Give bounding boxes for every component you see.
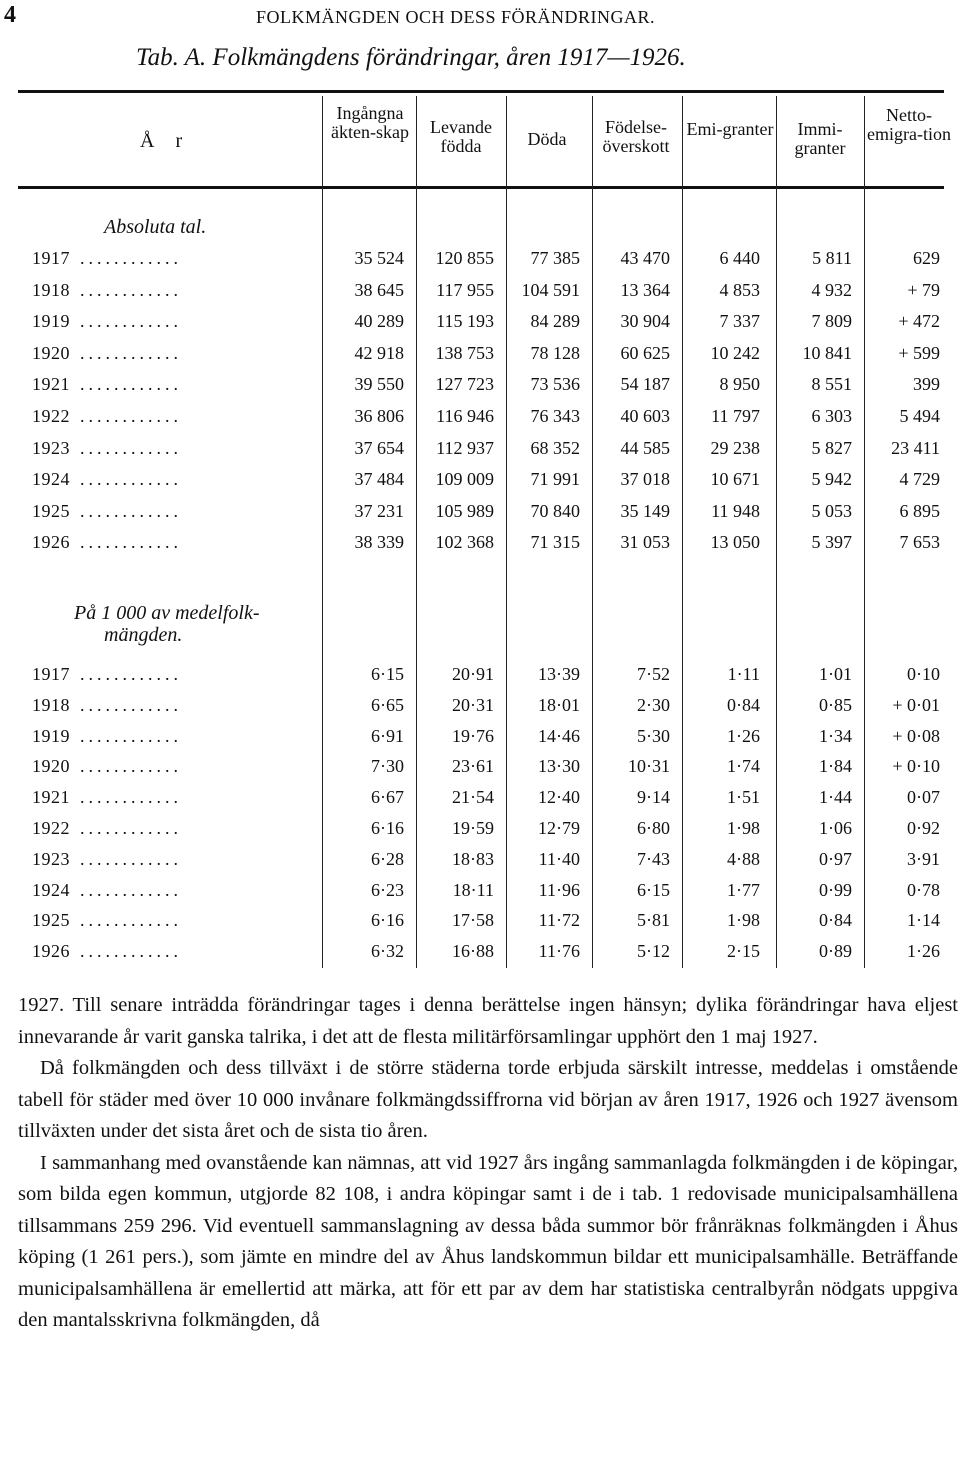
dot-leader: ............ <box>80 532 182 553</box>
value-cell: 78 128 <box>530 342 580 363</box>
value-cell: 115 193 <box>436 311 494 332</box>
dot-leader: ............ <box>80 664 182 684</box>
year-cell: 1926 <box>32 941 70 962</box>
value-cell: 104 591 <box>521 279 580 300</box>
value-cell: 18·83 <box>452 848 494 869</box>
value-cell: + 79 <box>907 279 940 300</box>
value-cell: 5 827 <box>811 437 852 458</box>
value-cell: 40 289 <box>354 311 404 332</box>
value-cell: 38 339 <box>354 532 404 553</box>
body-paragraph: 1927. Till senare inträdda förändringar tages i denna berättelse ingen hänsyn; dylika förändringar hava eljest innevarande år varit ganska talrika, i det att de flesta militärförsamlingar upphört den 1 maj 1927. <box>18 994 958 1048</box>
value-cell: 116 946 <box>436 406 494 426</box>
value-cell: 7 809 <box>811 311 852 332</box>
value-cell: 1·77 <box>727 879 760 900</box>
value-cell: 7·30 <box>371 756 404 777</box>
value-cell: 6 895 <box>899 500 940 521</box>
value-cell: 38 645 <box>354 279 404 300</box>
column-header-net-emigration: Netto-emigra-tion <box>867 105 951 144</box>
year-cell: 1923 <box>32 848 70 869</box>
value-cell: 17·58 <box>452 910 494 931</box>
table-row <box>0 280 960 310</box>
section-label-absolute: Absoluta tal. <box>104 216 207 238</box>
table-row <box>0 726 960 756</box>
dot-leader: ............ <box>80 406 182 426</box>
value-cell: 11·76 <box>538 941 580 962</box>
section-label-line: mängden. <box>104 624 183 646</box>
value-cell: 6·28 <box>371 848 404 869</box>
table-row <box>0 695 960 725</box>
value-cell: 6·65 <box>371 694 404 715</box>
value-cell: 6·91 <box>371 725 404 746</box>
table-header-rule <box>18 186 944 189</box>
value-cell: 5 397 <box>811 532 852 553</box>
value-cell: 37 231 <box>354 500 404 521</box>
year-cell: 1921 <box>32 787 70 808</box>
table-title: Tab. A. Folkmängdens förändringar, åren 1917—1926. <box>136 44 686 71</box>
dot-leader: ............ <box>80 756 182 777</box>
year-cell: 1924 <box>32 879 70 900</box>
value-cell: 12·79 <box>538 818 580 838</box>
value-cell: 5 942 <box>811 469 852 490</box>
value-cell: 6·16 <box>371 818 404 838</box>
value-cell: 0·85 <box>819 694 852 715</box>
page-header <box>0 2 960 32</box>
value-cell: 1·98 <box>727 818 760 838</box>
value-cell: 0·10 <box>907 664 940 684</box>
value-cell: 127 723 <box>435 374 494 395</box>
table-top-rule <box>18 90 944 93</box>
table-row <box>0 532 960 562</box>
year-cell: 1919 <box>32 311 70 332</box>
value-cell: 1·06 <box>819 818 852 838</box>
body-paragraph: I sammanhang med ovanstående kan nämnas, att vid 1927 års ingång sammanlagda folkmängden i de köpingar, som bilda egen kommun, utgjorde 82 108, i andra köpingar samt i de i tab. 1 redovisade municipalsamhällena tillsammans 259 296. Vid eventuell sammanslagning av dessa båda summor bör frånräknas folkmängden i Åhus köping (1 261 pers.), som jämte en mindre del av Åhus landskommun bildar ett municipalsamhälle. Beträffande municipalsamhällena är emellertid att märka, att för ett par av dem har statistiska centralbyrån nödgats uppgiva den mantalsskrivna folkmängden, då <box>18 1151 958 1331</box>
dot-leader: ............ <box>80 342 182 363</box>
value-cell: 399 <box>913 374 940 395</box>
value-cell: 11·40 <box>538 848 580 869</box>
value-cell: 112 937 <box>436 437 494 458</box>
value-cell: 37 018 <box>620 469 670 490</box>
value-cell: 73 536 <box>530 374 580 395</box>
dot-leader: ............ <box>80 311 182 332</box>
value-cell: 37 484 <box>354 469 404 490</box>
value-cell: + 472 <box>898 311 940 332</box>
column-header-birth-surplus: Födelse-överskott <box>602 117 670 156</box>
value-cell: 0·97 <box>819 848 852 869</box>
table-row <box>0 849 960 879</box>
value-cell: 1·34 <box>819 725 852 746</box>
value-cell: 18·01 <box>538 694 580 715</box>
value-cell: 39 550 <box>354 374 404 395</box>
value-cell: 0·07 <box>907 787 940 808</box>
value-cell: 84 289 <box>530 311 580 332</box>
value-cell: 6·15 <box>371 664 404 684</box>
value-cell: 71 991 <box>530 469 580 490</box>
value-cell: 6·80 <box>637 818 670 838</box>
dot-leader: ............ <box>80 279 182 300</box>
value-cell: 1·14 <box>907 910 940 931</box>
value-cell: 10 242 <box>710 342 760 363</box>
value-cell: 10 671 <box>710 469 760 490</box>
dot-leader: ............ <box>80 694 182 715</box>
table-row <box>0 438 960 468</box>
value-cell: 11·72 <box>538 910 580 931</box>
value-cell: 54 187 <box>620 374 670 395</box>
value-cell: 8 551 <box>811 374 852 395</box>
year-cell: 1924 <box>32 469 70 490</box>
table-row <box>0 818 960 848</box>
value-cell: 6·67 <box>371 787 404 808</box>
value-cell: 18·11 <box>452 879 494 900</box>
value-cell: 35 149 <box>620 500 670 521</box>
year-cell: 1922 <box>32 406 70 426</box>
value-cell: 0·99 <box>819 879 852 900</box>
value-cell: 1·74 <box>727 756 760 777</box>
year-cell: 1923 <box>32 437 70 458</box>
year-cell: 1918 <box>32 279 70 300</box>
table-row <box>0 756 960 786</box>
year-cell: 1921 <box>32 374 70 395</box>
value-cell: 20·31 <box>452 694 494 715</box>
value-cell: 43 470 <box>620 248 670 268</box>
value-cell: 19·59 <box>452 818 494 838</box>
value-cell: 1·26 <box>907 941 940 962</box>
year-cell: 1920 <box>32 756 70 777</box>
value-cell: 42 918 <box>354 342 404 363</box>
value-cell: 4 853 <box>719 279 760 300</box>
value-cell: + 0·10 <box>892 756 940 777</box>
value-cell: 0·92 <box>907 818 940 838</box>
value-cell: 16·88 <box>452 941 494 962</box>
value-cell: 23·61 <box>452 756 494 777</box>
value-cell: 6 303 <box>811 406 852 426</box>
table-row <box>0 343 960 373</box>
value-cell: 21·54 <box>452 787 494 808</box>
dot-leader: ............ <box>80 437 182 458</box>
column-header-year: Å r <box>140 130 191 152</box>
dot-leader: ............ <box>80 879 182 900</box>
table-row <box>0 787 960 817</box>
value-cell: 1·51 <box>727 787 760 808</box>
dot-leader: ............ <box>80 910 182 931</box>
dot-leader: ............ <box>80 818 182 838</box>
year-cell: 1925 <box>32 500 70 521</box>
column-header-deaths: Döda <box>527 129 567 149</box>
value-cell: 30 904 <box>620 311 670 332</box>
value-cell: 1·01 <box>819 664 852 684</box>
column-header-marriages: Ingångna äkten-skap <box>331 103 409 142</box>
value-cell: + 0·01 <box>892 694 940 715</box>
value-cell: 1·84 <box>819 756 852 777</box>
value-cell: 5·12 <box>637 941 670 962</box>
column-header-emigrants: Emi-granter <box>686 119 774 139</box>
value-cell: 0·84 <box>819 910 852 931</box>
value-cell: 4 729 <box>899 469 940 490</box>
value-cell: 120 855 <box>435 248 494 268</box>
value-cell: 19·76 <box>452 725 494 746</box>
value-cell: 8 950 <box>719 374 760 395</box>
value-cell: 68 352 <box>530 437 580 458</box>
year-cell: 1920 <box>32 342 70 363</box>
value-cell: 10 841 <box>802 342 852 363</box>
value-cell: 9·14 <box>637 787 670 808</box>
table-row <box>0 664 960 694</box>
value-cell: 6·15 <box>637 879 670 900</box>
table-row <box>0 880 960 910</box>
year-cell: 1919 <box>32 725 70 746</box>
value-cell: 1·44 <box>819 787 852 808</box>
value-cell: 23 411 <box>891 437 940 458</box>
value-cell: 70 840 <box>530 500 580 521</box>
body-text <box>18 990 958 1337</box>
value-cell: 60 625 <box>620 342 670 363</box>
body-paragraph: Då folkmängden och dess tillväxt i de större städerna torde erbjuda särskilt intresse, meddelas i omstående tabell för städer med över 10 000 invånare folkmängdssiffrorna vid början av åren 1917, 1926 och 1927 ävensom tillväxten under det sista året och de sista tio åren. <box>18 1057 958 1142</box>
value-cell: 5 811 <box>812 248 852 268</box>
value-cell: 117 955 <box>436 279 494 300</box>
dot-leader: ............ <box>80 500 182 521</box>
value-cell: 29 238 <box>710 437 760 458</box>
value-cell: 14·46 <box>538 725 580 746</box>
dot-leader: ............ <box>80 374 182 395</box>
table-row <box>0 910 960 940</box>
value-cell: 7·43 <box>637 848 670 869</box>
value-cell: 7 653 <box>899 532 940 553</box>
value-cell: 12·40 <box>538 787 580 808</box>
column-header-live-births: Levande födda <box>430 117 492 156</box>
year-cell: 1926 <box>32 532 70 553</box>
value-cell: 3·91 <box>907 848 940 869</box>
value-cell: 2·30 <box>637 694 670 715</box>
value-cell: 11·96 <box>538 879 580 900</box>
value-cell: 10·31 <box>628 756 670 777</box>
value-cell: 13·30 <box>538 756 580 777</box>
value-cell: 37 654 <box>354 437 404 458</box>
table-row <box>0 406 960 436</box>
table-row <box>0 248 960 278</box>
section-label-per-thousand <box>74 602 260 646</box>
value-cell: + 599 <box>898 342 940 363</box>
value-cell: 71 315 <box>530 532 580 553</box>
value-cell: 13·39 <box>538 664 580 684</box>
value-cell: 35 524 <box>354 248 404 268</box>
value-cell: 2·15 <box>727 941 760 962</box>
dot-leader: ............ <box>80 469 182 490</box>
value-cell: 5 053 <box>811 500 852 521</box>
value-cell: + 0·08 <box>892 725 940 746</box>
dot-leader: ............ <box>80 787 182 808</box>
year-cell: 1917 <box>32 664 70 684</box>
dot-leader: ............ <box>80 248 182 268</box>
value-cell: 5·30 <box>637 725 670 746</box>
value-cell: 4·88 <box>727 848 760 869</box>
value-cell: 138 753 <box>435 342 494 363</box>
value-cell: 105 989 <box>435 500 494 521</box>
value-cell: 629 <box>913 248 940 268</box>
value-cell: 5 494 <box>899 406 940 426</box>
value-cell: 11 797 <box>711 406 760 426</box>
value-cell: 31 053 <box>620 532 670 553</box>
value-cell: 77 385 <box>530 248 580 268</box>
year-cell: 1917 <box>32 248 70 268</box>
year-cell: 1925 <box>32 910 70 931</box>
value-cell: 0·84 <box>727 694 760 715</box>
value-cell: 13 364 <box>620 279 670 300</box>
dot-leader: ............ <box>80 725 182 746</box>
value-cell: 6·32 <box>371 941 404 962</box>
year-cell: 1922 <box>32 818 70 838</box>
value-cell: 4 932 <box>811 279 852 300</box>
dot-leader: ............ <box>80 941 182 962</box>
value-cell: 20·91 <box>452 664 494 684</box>
value-cell: 109 009 <box>435 469 494 490</box>
value-cell: 6 440 <box>719 248 760 268</box>
column-header-immigrants: Immi-granter <box>794 119 846 158</box>
value-cell: 1·26 <box>727 725 760 746</box>
table-row <box>0 311 960 341</box>
table-row <box>0 941 960 971</box>
value-cell: 7·52 <box>637 664 670 684</box>
value-cell: 13 050 <box>710 532 760 553</box>
value-cell: 0·78 <box>907 879 940 900</box>
year-cell: 1918 <box>32 694 70 715</box>
page-number: 4 <box>4 2 16 28</box>
section-label-line: På 1 000 av medelfolk- <box>74 602 260 624</box>
dot-leader: ............ <box>80 848 182 869</box>
table-row <box>0 501 960 531</box>
value-cell: 1·11 <box>727 664 760 684</box>
value-cell: 0·89 <box>819 941 852 962</box>
value-cell: 1·98 <box>727 910 760 931</box>
value-cell: 102 368 <box>435 532 494 553</box>
value-cell: 36 806 <box>354 406 404 426</box>
value-cell: 40 603 <box>620 406 670 426</box>
value-cell: 11 948 <box>711 500 760 521</box>
value-cell: 44 585 <box>620 437 670 458</box>
table-row <box>0 374 960 404</box>
value-cell: 6·23 <box>371 879 404 900</box>
value-cell: 6·16 <box>371 910 404 931</box>
value-cell: 76 343 <box>530 406 580 426</box>
running-head: FOLKMÄNGDEN OCH DESS FÖRÄNDRINGAR. <box>256 7 656 27</box>
value-cell: 5·81 <box>637 910 670 931</box>
table-row <box>0 469 960 499</box>
value-cell: 7 337 <box>719 311 760 332</box>
